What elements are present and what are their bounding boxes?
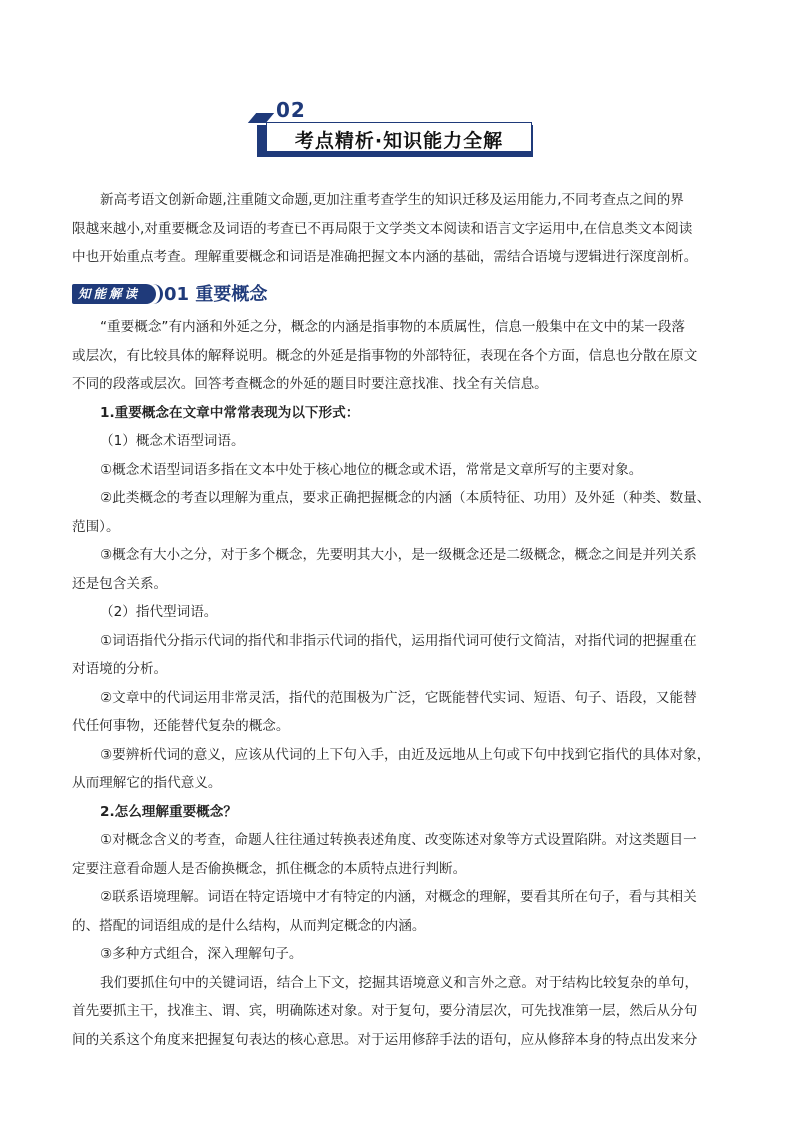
body-line: 的、搭配的词语组成的是什么结构，从而判定概念的内涵。 [72, 917, 426, 934]
section-banner [252, 98, 542, 160]
body-text [72, 313, 722, 1054]
body-line: 对语境的分析。 [72, 661, 168, 677]
body-line: ①对概念含义的考查，命题人往往通过转换表述角度、改变陈述对象等方式设置陷阱。对这类题目一 [100, 832, 697, 848]
body-line: 代任何事物，还能替代复杂的概念。 [72, 718, 290, 734]
banner-title: 考点精析·知识能力全解 [294, 130, 504, 152]
section-heading [72, 280, 472, 310]
body-line: （2）指代型词语。 [100, 604, 218, 620]
intro-line: 中也开始重点考查。理解重要概念和词语是准确把握文本内涵的基础，需结合语境与逻辑进行深度剖析。 [72, 249, 698, 265]
body-line: ①词语指代分指示代词的指代和非指示代词的指代，运用指代词可使行文简洁，对指代词的把握重在 [100, 632, 697, 649]
intro-line: 限越来越小,对重要概念及词语的考查已不再局限于文学类文本阅读和语言文字运用中,在信息类文本阅读 [72, 220, 693, 237]
body-line: ②文章中的代词运用非常灵活，指代的范围极为广泛，它既能替代实词、短语、句子、语段，又能替 [100, 689, 697, 706]
body-line: 不同的段落或层次。回答考查概念的外延的题目时要注意找准、找全有关信息。 [72, 376, 548, 392]
section-tag [72, 284, 156, 304]
body-line: ②联系语境理解。词语在特定语境中才有特定的内涵，对概念的理解，要看其所在句子，看与其相关 [100, 889, 697, 905]
body-line: ①概念术语型词语多指在文本中处于核心地位的概念或术语，常常是文章所写的主要对象。 [100, 461, 643, 478]
body-line: 或层次，有比较具体的解释说明。概念的外延是指事物的外部特征，表现在各个方面，信息也分散在原文 [72, 347, 698, 364]
body-line: ③概念有大小之分，对于多个概念，先要明其大小，是一级概念还是二级概念，概念之间是并列关系 [100, 547, 697, 563]
body-line: “重要概念”有内涵和外延之分，概念的内涵是指事物的本质属性，信息一般集中在文中的某一段落 [100, 319, 686, 335]
body-line: 定要注意看命题人是否偷换概念，抓住概念的本质特点进行判断。 [72, 860, 467, 877]
section-title: 01 重要概念 [164, 284, 268, 305]
intro-paragraph [72, 186, 722, 272]
body-line: 范围）。 [72, 518, 120, 535]
body-line: 2.怎么理解重要概念？ [100, 803, 237, 820]
banner-number: 02 [276, 98, 306, 122]
banner-box [266, 122, 532, 152]
body-line: 1.重要概念在文章中常常表现为以下形式： [100, 404, 360, 421]
body-line: 间的关系这个角度来把握复句表达的核心意思。对于运用修辞手法的语句，应从修辞本身的特点出发来分 [72, 1031, 698, 1048]
section-tag-curve [150, 284, 163, 304]
body-line: （1）概念术语型词语。 [100, 433, 245, 449]
body-line: ②此类概念的考查以理解为重点，要求正确把握概念的内涵（本质特征、功用）及外延（种类、数量、 [100, 490, 711, 506]
body-line: ③要辨析代词的意义，应该从代词的上下句入手，由近及远地从上句或下句中找到它指代的具体对象， [100, 746, 711, 763]
section-tag-label: 知能解读 [78, 286, 141, 301]
body-line: 首先要抓主干，找准主、谓、宾，明确陈述对象。对于复句，要分清层次，可先找准第一层，然后从分句 [72, 1003, 698, 1019]
body-line: 我们要抓住句中的关键词语，结合上下文，挖掘其语境意义和言外之意。对于结构比较复杂的单句， [100, 974, 699, 991]
body-line: 从而理解它的指代意义。 [72, 775, 222, 791]
body-line: 还是包含关系。 [72, 575, 168, 592]
body-line: ③多种方式组合，深入理解句子。 [100, 946, 303, 962]
intro-line: 新高考语文创新命题,注重随文命题,更加注重考查学生的知识迁移及运用能力,不同考查点之间的界 [100, 192, 684, 208]
